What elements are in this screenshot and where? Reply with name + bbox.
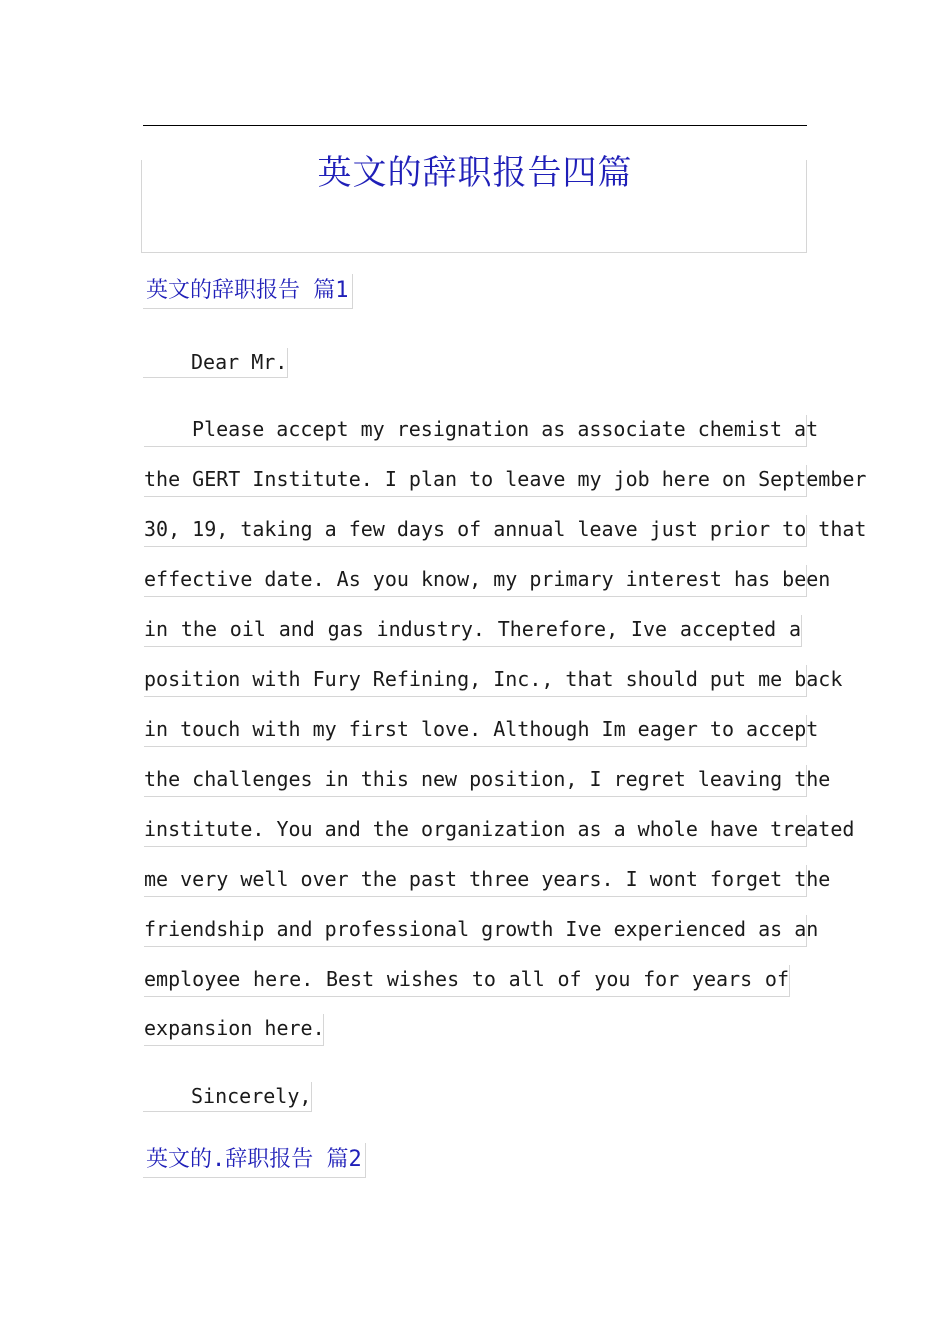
body-line-2: the GERT Institute. I plan to leave my job here on September: [144, 465, 807, 497]
body-line-7: in touch with my first love. Although Im eager to accept: [144, 715, 807, 747]
closing: Sincerely,: [143, 1082, 312, 1112]
body-line-6: position with Fury Refining, Inc., that should put me back: [144, 665, 807, 697]
body-line-13: expansion here.: [144, 1014, 324, 1046]
body-line-11: friendship and professional growth Ive experienced as an: [144, 915, 807, 947]
section-1-heading: 英文的辞职报告 篇1: [143, 274, 353, 309]
top-rule: [143, 125, 807, 126]
salutation: Dear Mr.: [143, 348, 288, 378]
body-line-10: me very well over the past three years. I wont forget the: [144, 865, 807, 897]
section-2-heading: 英文的.辞职报告 篇2: [143, 1143, 366, 1178]
body-line-4: effective date. As you know, my primary interest has been: [144, 565, 807, 597]
body-line-8: the challenges in this new position, I regret leaving the: [144, 765, 807, 797]
body-line-3: 30, 19, taking a few days of annual leave just prior to that: [144, 515, 807, 547]
body-line-9: institute. You and the organization as a whole have treated: [144, 815, 807, 847]
body-line-1: Please accept my resignation as associate chemist at: [144, 415, 807, 447]
body-line-12: employee here. Best wishes to all of you for years of: [144, 965, 790, 997]
body-line-5: in the oil and gas industry. Therefore, Ive accepted a: [144, 615, 802, 647]
document-title: 英文的辞职报告四篇: [317, 153, 633, 193]
